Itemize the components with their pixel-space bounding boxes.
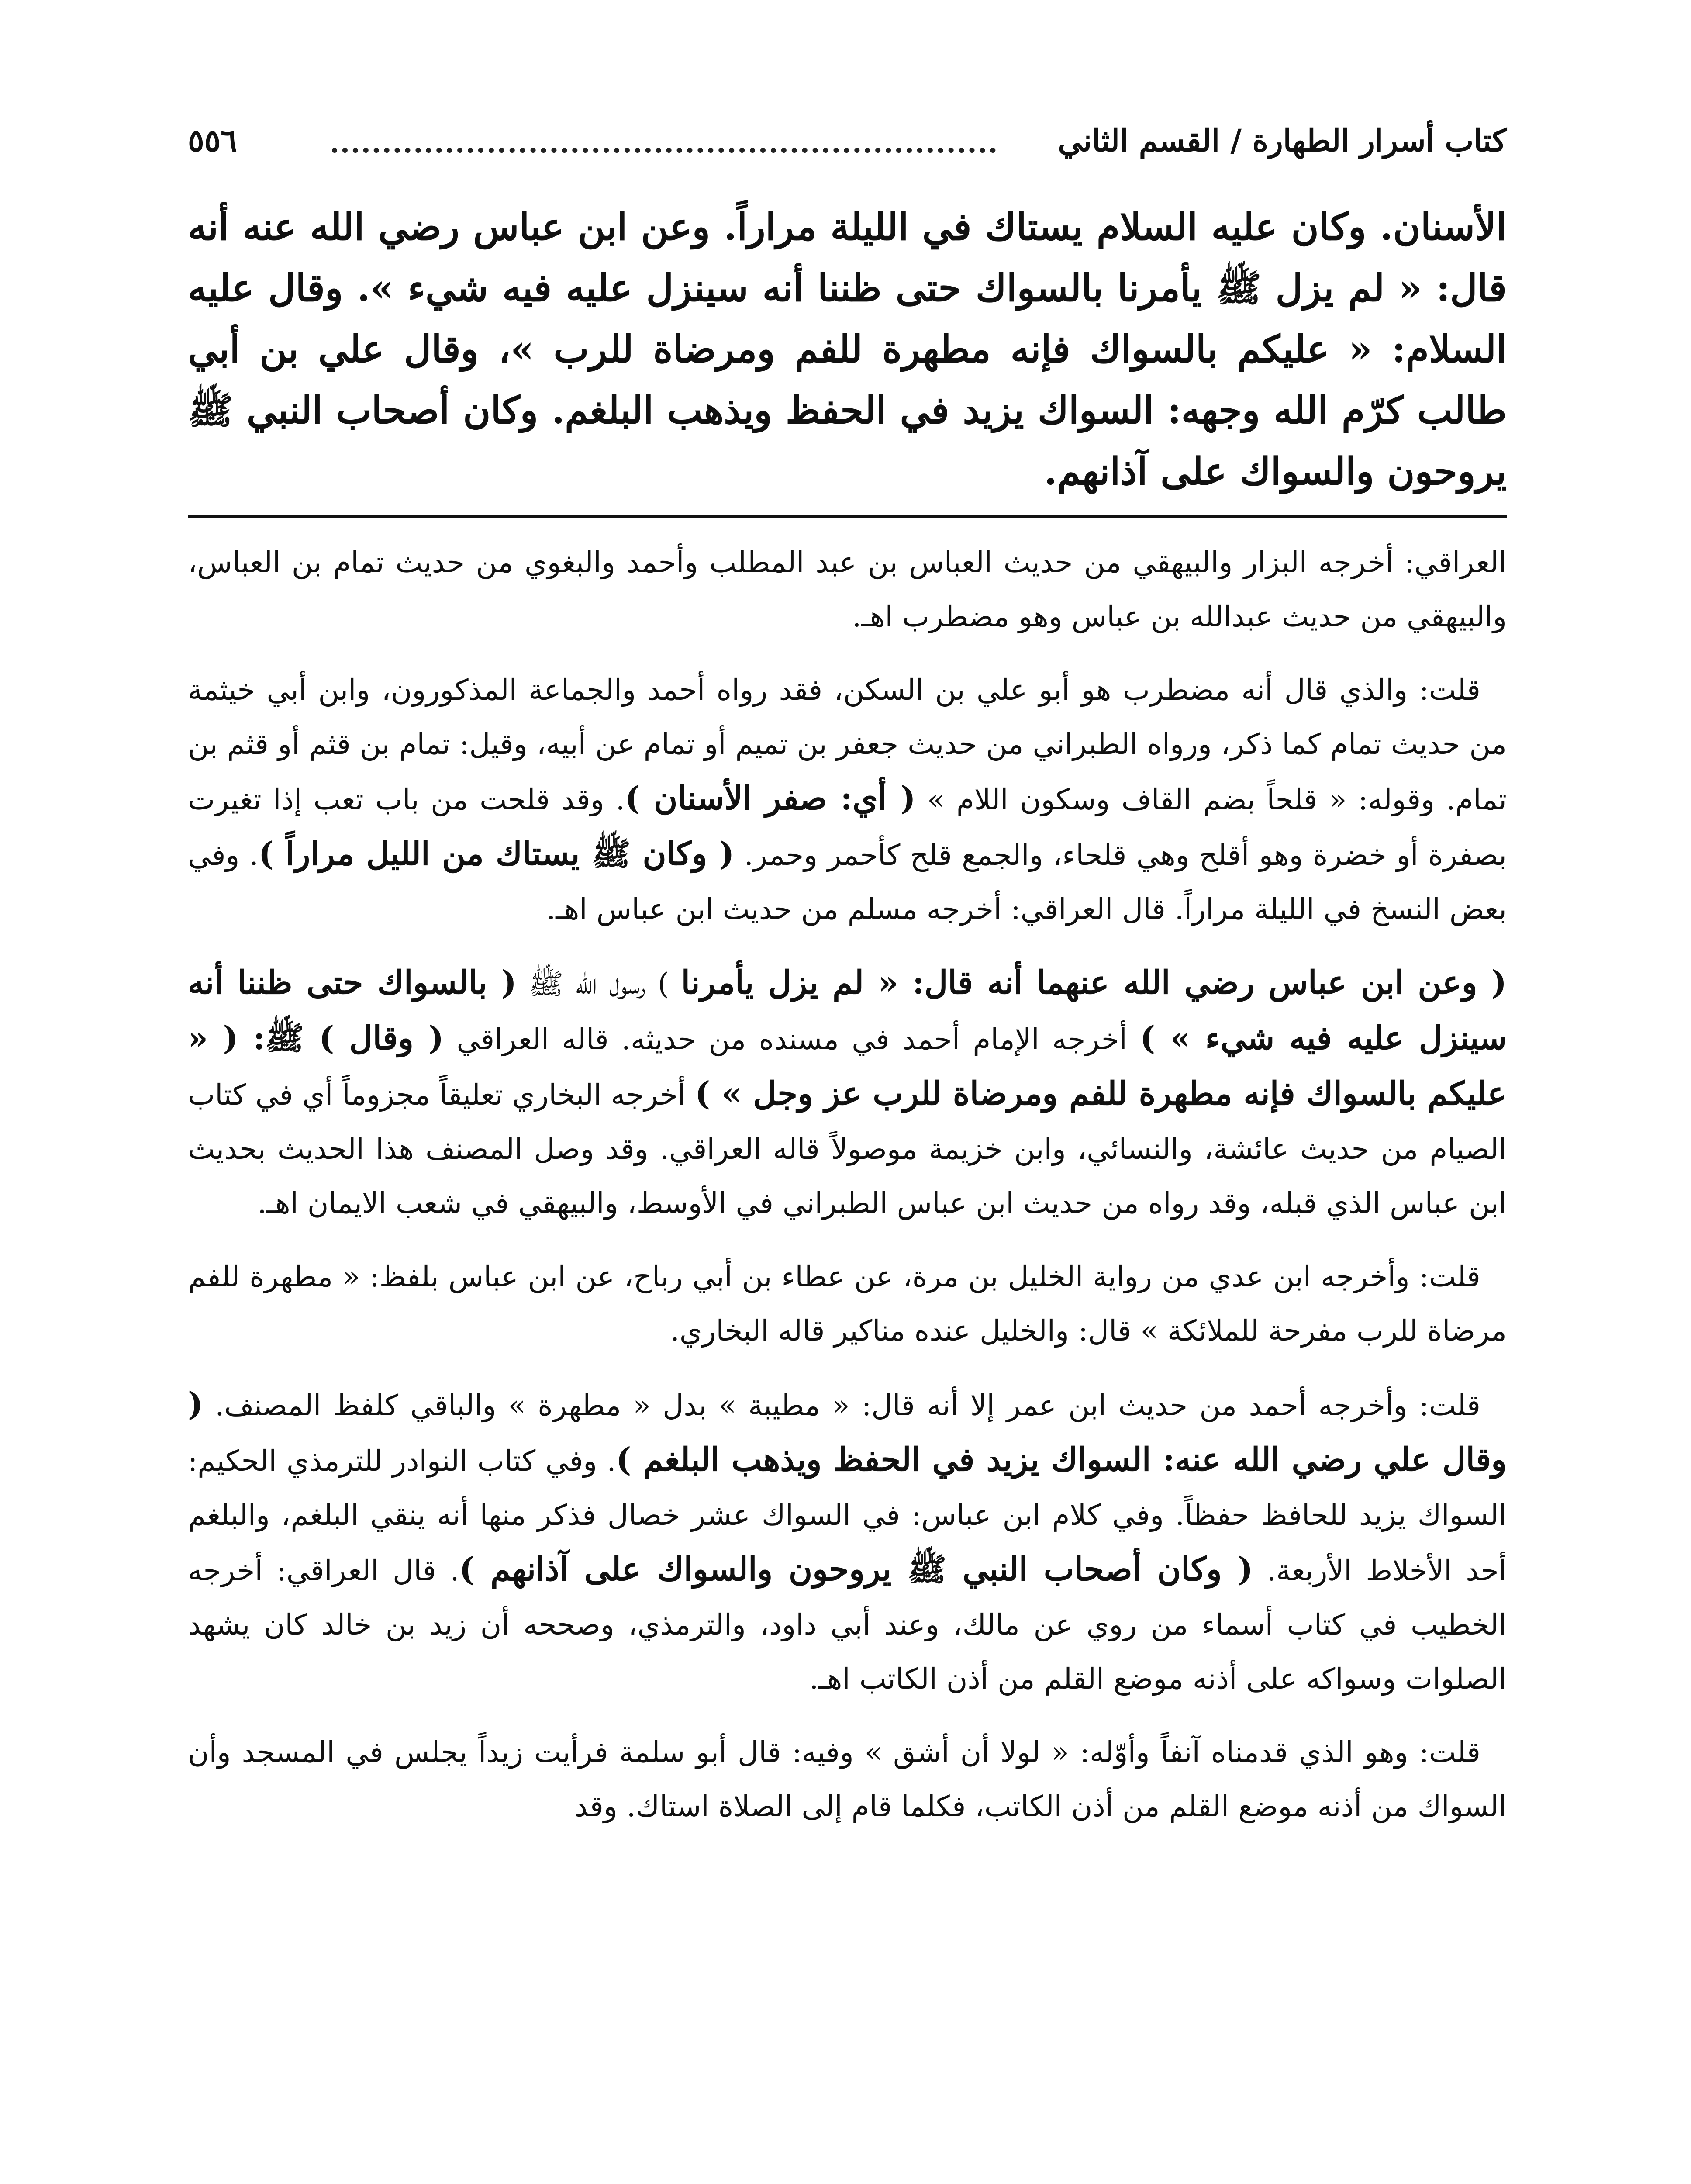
commentary-paragraph-1 — [188, 536, 1507, 644]
book-page — [188, 109, 1507, 1853]
running-title: كتاب أسرار الطهارة / القسم الثاني — [1058, 122, 1507, 159]
quoted-matn: ( وكان أصحاب النبي ﷺ يروحون والسواك على آذانهم ) — [459, 1551, 1253, 1588]
commentary-text: . وفي بعض النسخ في الليلة مراراً. قال العراقي: أخرجه مسلم من حديث ابن عباس اهـ. — [188, 838, 1507, 926]
quoted-matn: ( وعن ابن عباس رضي الله عنهما أنه قال: « لم يزل يأمرنا — [681, 964, 1507, 1002]
commentary-text: . وفي كتاب النوادر للترمذي الحكيم: السواك يزيد للحافظ حفظاً. وفي كلام ابن عباس: في السواك عشر خصال فذكر منها أنه ينقي البلغم، والبلغم أحد الأخلاط الأربعة. — [188, 1444, 1507, 1587]
commentary-text: أخرجه الإمام أحمد في مسنده من حديثه. قاله العراقي — [444, 1023, 1140, 1056]
quoted-matn: ( وقال علي رضي الله عنه: السواك يزيد في الحفظ ويذهب البلغم ) — [188, 1386, 1507, 1479]
running-header — [188, 109, 1507, 175]
commentary-text: قلت: وأخرجه أحمد من حديث ابن عمر إلا أنه قال: « مطيبة » بدل « مطهرة » والباقي كلفظ المصنف. — [203, 1389, 1480, 1422]
quoted-matn: ( وكان ﷺ يستاك من الليل مراراً ) — [258, 835, 735, 873]
page-number: ٥٥٦ — [188, 122, 237, 159]
commentary-text: أخرجه البخاري تعليقاً مجزوماً أي في كتاب الصيام من حديث عائشة، والنسائي، وابن خزيمة موصولاً قاله العراقي. وقد وصل المصنف هذا الحديث بحديث ابن عباس الذي قبله، وقد رواه من حديث ابن عباس الطبراني في الأوسط، والبيهقي في شعب الايمان اهـ. — [188, 1078, 1507, 1220]
commentary-paragraph-2 — [188, 663, 1507, 936]
commentary-paragraph-5 — [188, 1377, 1507, 1706]
commentary-paragraph-3 — [188, 956, 1507, 1230]
commentary-text: . وقد قلحت من باب تعب إذا تغيرت بصفرة أو خضرة وهو أقلح وهي قلحاء، والجمع قلح كأحمر وحمر. — [188, 783, 1507, 872]
commentary-text: قلت: وأخرجه ابن عدي من رواية الخليل بن مرة، عن عطاء بن أبي رباح، عن ابن عباس بلفظ: « مطهرة للفم مرضاة للرب مفرحة للملائكة » قال: والخليل عنده مناكير قاله البخاري. — [188, 1260, 1507, 1348]
commentary-text: ) رسول الله ﷺ — [516, 967, 681, 1001]
footnote-divider — [188, 515, 1507, 518]
quoted-matn: ( بالسواك حتى ظننا أنه سينزل عليه فيه شيء » ) — [188, 964, 1507, 1057]
commentary-text: . قال العراقي: أخرجه الخطيب في كتاب أسماء من روي عن مالك، وعند أبي داود، والترمذي، وصححه أن زيد بن خالد كان يشهد الصلوات وسواكه على أذنه موضع القلم من أذن الكاتب اهـ. — [188, 1554, 1507, 1696]
quoted-matn: ( أي: صفر الأسنان ) — [625, 780, 916, 817]
quoted-matn: ( وقال ) ﷺ: ( « عليكم بالسواك فإنه مطهرة للفم ومرضاة للرب عز وجل » ) — [188, 1019, 1507, 1113]
commentary-paragraph-6 — [188, 1725, 1507, 1834]
leader-dots — [332, 148, 996, 153]
commentary-paragraph-4 — [188, 1250, 1507, 1358]
commentary-text: قلت: والذي قال أنه مضطرب هو أبو علي بن السكن، فقد رواه أحمد والجماعة المذكورون، وابن أبي خيثمة من حديث تمام كما ذكر، ورواه الطبراني من حديث جعفر بن تميم أو تمام عن أبيه، وقيل: تمام بن قثم أو قثم بن تمام. وقوله: « قلحاً بضم القاف وسكون اللام » — [188, 673, 1507, 816]
commentary-text: قلت: وهو الذي قدمناه آنفاً وأوّله: « لولا أن أشق » وفيه: قال أبو سلمة فرأيت زيداً يجلس في المسجد وأن السواك من أذنه موضع القلم من أذن الكاتب، فكلما قام إلى الصلاة استاك. وقد — [188, 1735, 1507, 1823]
main-text: الأسنان. وكان عليه السلام يستاك في الليلة مراراً. وعن ابن عباس رضي الله عنه أنه قال: « لم يزل ﷺ يأمرنا بالسواك حتى ظننا أنه سينزل عليه فيه شيء ». وقال عليه السلام: « عليكم بالسواك فإنه مطهرة للفم ومرضاة للرب »، وقال علي بن أبي طالب كرّم الله وجهه: السواك يزيد في الحفظ ويذهب البلغم. وكان أصحاب النبي ﷺ يروحون والسواك على آذانهم. — [188, 205, 1507, 494]
commentary-text: العراقي: أخرجه البزار والبيهقي من حديث العباس بن عبد المطلب وأحمد والبغوي من حديث تمام بن العباس، والبيهقي من حديث عبدالله بن عباس وهو مضطرب اهـ. — [188, 546, 1507, 633]
